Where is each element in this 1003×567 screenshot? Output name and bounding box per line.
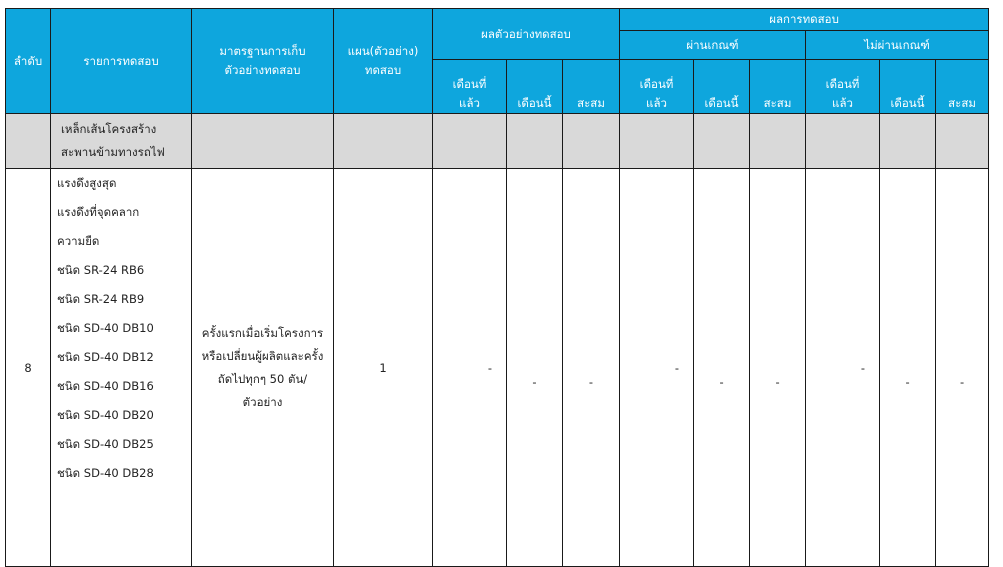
list-item: ความยืด [57,234,100,248]
header-test-result: ผลการทดสอบ [620,9,989,31]
header-pass: ผ่านเกณฑ์ [620,31,806,60]
header-sample-last-month: เดือนที่แล้ว [433,60,507,114]
list-item: แรงดึงสูงสุด [57,176,117,190]
pass-this-month-value: - [694,169,750,567]
header-sample-this-month: เดือนนี้ [507,60,563,114]
list-item: ชนิด SD-40 DB12 [57,350,154,364]
header-fail-cumulative: สะสม [936,60,989,114]
header-seq: ลำดับ [6,9,51,114]
row-seq: 8 [6,169,51,567]
header-pass-last-month: เดือนที่แล้ว [620,60,694,114]
group-cell [936,114,989,169]
group-cell [334,114,433,169]
header-sample-cumulative: สะสม [563,60,620,114]
group-cell [806,114,880,169]
pass-last-month-value: - [620,169,694,567]
header-pass-cumulative: สะสม [750,60,806,114]
list-item: ชนิด SD-40 DB20 [57,408,154,422]
group-seq-cell [6,114,51,169]
sample-this-month-value: - [507,169,563,567]
list-item: ชนิด SR-24 RB6 [57,263,145,277]
group-cell [192,114,334,169]
sample-last-month-value: - [433,169,507,567]
header-fail: ไม่ผ่านเกณฑ์ [806,31,989,60]
group-cell [750,114,806,169]
list-item: ชนิด SR-24 RB9 [57,292,145,306]
test-results-table [5,8,989,567]
list-item: แรงดึงที่จุดคลาก [57,205,140,219]
group-cell [507,114,563,169]
group-cell [880,114,936,169]
group-cell [694,114,750,169]
sample-cumulative-value: - [563,169,620,567]
header-sampling-standard: มาตรฐานการเก็บตัวอย่างทดสอบ [192,9,334,114]
test-plan-value: 1 [334,169,433,567]
fail-last-month-value: - [806,169,880,567]
header-test-plan: แผน(ตัวอย่าง) ทดสอบ [334,9,433,114]
sampling-standard-text: ครั้งแรกเมื่อเริ่มโครงการหรือเปลี่ยนผู้ผลิตและครั้งถัดไปทุกๆ 50 ตัน/ตัวอย่าง [192,169,334,567]
group-cell [563,114,620,169]
fail-this-month-value: - [880,169,936,567]
fail-cumulative-value: - [936,169,989,567]
group-row [6,114,989,169]
test-item-list [51,169,192,567]
header-sample-result: ผลตัวอย่างทดสอบ [433,9,620,60]
header-fail-this-month: เดือนนี้ [880,60,936,114]
list-item: ชนิด SD-40 DB10 [57,321,154,335]
group-cell [620,114,694,169]
list-item: ชนิด SD-40 DB28 [57,466,154,480]
list-item: ชนิด SD-40 DB25 [57,437,154,451]
group-cell [433,114,507,169]
pass-cumulative-value: - [750,169,806,567]
header-fail-last-month: เดือนที่แล้ว [806,60,880,114]
header-pass-this-month: เดือนนี้ [694,60,750,114]
group-title: เหล็กเส้นโครงสร้างสะพานข้ามทางรถไฟ [51,114,192,169]
list-item: ชนิด SD-40 DB16 [57,379,154,393]
header-test-item: รายการทดสอบ [51,9,192,114]
table-row [6,169,989,567]
